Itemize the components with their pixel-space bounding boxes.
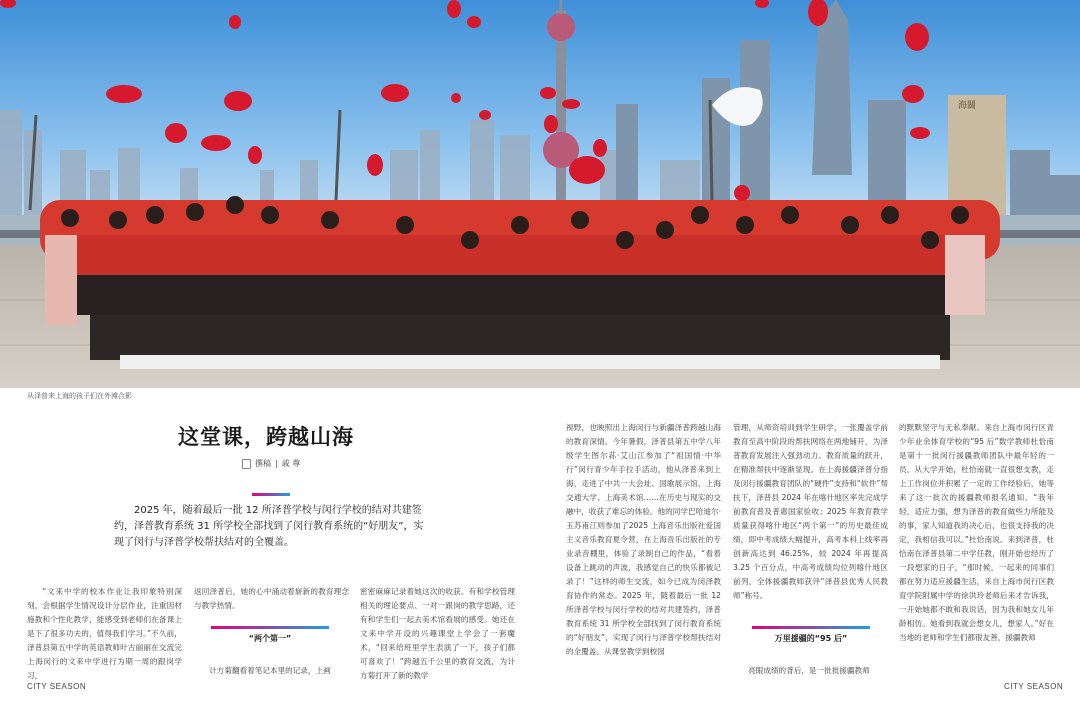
column-3-text: 密密麻麻记录着她这次的收获。有和学校管理相关的理论要点、一对一跟岗的教学思路，还有和学生们一起去美术馆看展的感受。她还在文来中学开设的兴趣课堂上学会了一套魔术，“回来给班里学生表演了一下，孩子们都可喜欢了！”跨越五千公里的教育交流，为计方菊打开了新的教学 <box>360 587 515 680</box>
subhead-two-firsts <box>208 626 332 644</box>
byline-sep: | <box>275 459 278 468</box>
column-2-top <box>194 585 349 615</box>
column-3 <box>360 585 515 680</box>
pen-icon <box>242 459 251 469</box>
subhead-bar <box>211 626 329 629</box>
footer-right: CITY SEASON <box>1004 682 1064 691</box>
column-2-top-text: 返回泽普后，她的心中涌动着崭新的教育理念与教学热情。 <box>194 587 349 610</box>
subhead-two-firsts-text: “两个第一” <box>248 634 292 643</box>
column-6 <box>899 421 1054 680</box>
column-1 <box>27 585 182 680</box>
column-5-bottom <box>733 664 888 680</box>
column-4 <box>566 421 721 680</box>
column-1-text: “文来中学的校本作业让我印象特别深刻，会根据学生情况设计分层作业，注重因材施教和个性化教学，能感受到老师们在备课上是下了很多功夫的，值得我们学习。”不久前，泽普县第五中学的英语教师叶古丽丽在交流完上海闵行的文来中学进行为期一周的跟岗学习， <box>27 587 182 680</box>
building-sign: 海關 <box>958 101 977 111</box>
column-5-bottom-text: 亮眼成绩的背后，是一批批援疆教师 <box>748 666 870 675</box>
column-5-top-text: 管理，从师资培训到学生研学，一张覆盖学前教育至高中阶段的帮扶网络在两地铺开，为泽普教育发展注入强劲动力。教育质量的跃升，在精准帮扶中逐渐显现。在上海援疆泽普分指及闵行援疆教育团队的“硬件”支持和“软件”帮扶下，泽普县 2024 年在喀什地区率先完成学前教育普及普惠国家验收；2025 年教育教学质量获得喀什地区“两个第一”的历史最佳成绩，即中考成绩大幅提升，高考本科上线率再创新高达到 46.25%，较 2024 年再提高 3.25 个百分点，中高考成绩均位列喀什地区前列，全体援疆教师获评“泽普县优秀人民教师”称号。 <box>733 423 888 600</box>
column-2-bottom <box>194 664 349 680</box>
student-group <box>40 196 1000 369</box>
column-4-text: 视野，也映照出上海闵行与新疆泽普跨越山海的教育深情。今年暑假，泽普县第五中学八年级学生图尔荪·艾山江参加了“祖国情·中华行”闵行青少年手拉手活动，他从泽普来到上海，走进了中共一大会址、国歌展示馆、上海交通大学、上海美术馆……在历史与现实的交融中，收获了难忘的体验。他的同学巴哈迪尔·玉苏甫江则参加了2025 上海音乐出版社爱国主义音乐教育夏令营，在上海音乐出版社的专业录音棚里，体验了录制自己的作品，“看着设备上跳动的声波，我感觉自己的快乐都被记录了！”这样的师生交流，如今已成为闵泽教育协作的常态。2025 年，随着最后一批 12 所泽普学校与闵行学校的结对共建签约，泽普教育系统 31 所学校全部找到了闵行教育系统的“好朋友”，实现了闵行与泽普学校帮扶结对的全覆盖。从课堂教学到校园 <box>566 423 721 656</box>
lead-paragraph: 2025 年，随着最后一批 12 所泽普学校与闵行学校的结对共建签约，泽普教育系统 31 所学校全部找到了闵行教育系统的“好朋友”，实现了闵行与泽普学校帮扶结对的全覆盖。 <box>114 505 424 548</box>
subhead-bar <box>752 626 870 629</box>
photo-caption: 从泽普来上海的孩子们在外滩合影 <box>27 392 132 400</box>
article-title: 这堂课，跨越山海 <box>178 424 354 449</box>
byline <box>242 458 300 469</box>
byline-author: 戚 尊 <box>281 459 301 468</box>
column-2-bottom-text: 计方菊翻看着笔记本里的记录，上画 <box>209 666 331 675</box>
title-accent-bar <box>252 493 290 496</box>
byline-label: 撰稿 <box>255 459 271 468</box>
footer-left: CITY SEASON <box>27 682 87 691</box>
subhead-95s-text: 万里援疆的“95 后” <box>774 634 848 643</box>
column-6-text: 的默默坚守与无私奉献。来自上海市闵行区青少年业余体育学校的“95 后”数学教师杜恰南是第十一批闵行援疆教师团队中最年轻的一员。从大学开始，杜恰南就一直很想支教，走上工作岗位并积累了一定的工作经验后，她等来了这一批次的援疆教师报名通知。“我年轻，适应力强，想为泽普的教育做些力所能及的事，家人知道我的决心后，也很支持我的决定，我相信我可以。”杜恰南说。来到泽普，杜恰南在泽普县第二中学任教，刚开始也经历了一段想家的日子，“那时候，一起来的同事们都在努力适应援疆生活，来自上海市闵行区教育学院附属中学的徐洪玲老师后来才告诉我，一开始她都不敢和我说话，因为我和她女儿年龄相仿。她看到我就会想女儿，想家人。”好在当地的老师和学生们都很友善，援疆教师 <box>899 423 1054 642</box>
subhead-95s <box>748 626 874 644</box>
column-5-top <box>733 421 888 615</box>
